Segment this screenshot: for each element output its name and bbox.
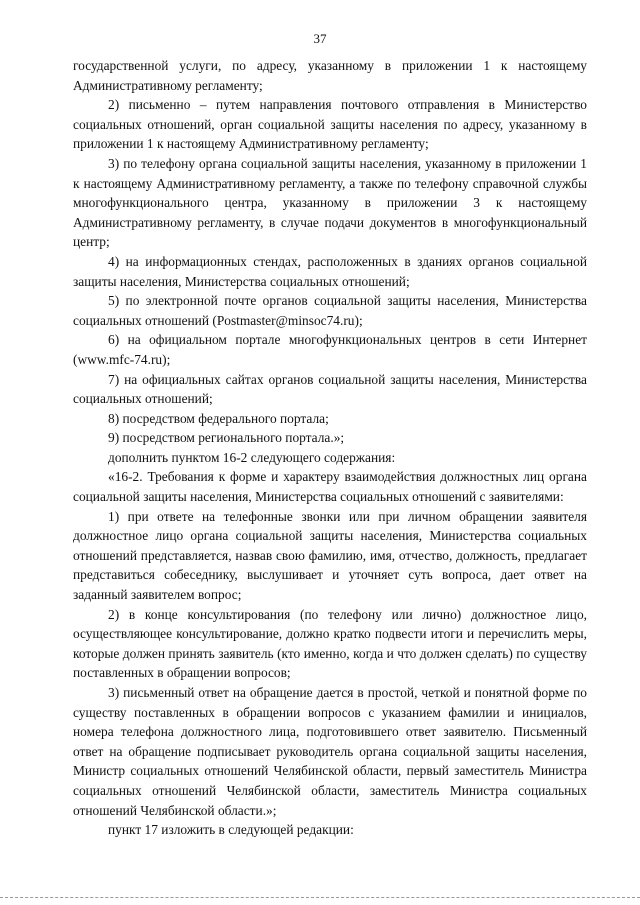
paragraph-item-6: 6) на официальном портале многофункциональных центров в сети Интернет (www.mfc-74.ru); xyxy=(73,332,587,367)
paragraph-item-7: 7) на официальных сайтах органов социальной защиты населения, Министерства социальных отношений; xyxy=(73,371,587,407)
paragraph-item-3: 3) по телефону органа социальной защиты населения, указанному в приложении 1 к настоящему Административному регламенту, а также по телефону справочной службы многофункционального центра, указанному в приложении 3 к настоящему Административному регламенту, в случае подачи документов в многофункциональный центр; xyxy=(73,155,587,250)
paragraph-amendment-17: пункт 17 изложить в следующей редакции: xyxy=(108,822,354,838)
paragraph-16-2-item-1: 1) при ответе на телефонные звонки или при личном обращении заявителя должностное лицо органа социальной защиты населения, Министерства социальных отношений представляется, назвав свою фамилию, имя, отчество, должность, предлагает представиться собеседнику, выслушивает и уточняет суть вопроса, дает ответ на заданный заявителем вопрос; xyxy=(73,508,587,603)
paragraph-item-9: 9) посредством регионального портала.»; xyxy=(108,430,345,446)
paragraph-item-2: 2) письменно – путем направления почтового отправления в Министерство социальных отношений, орган социальной защиты населения по адресу, указанному в приложении 1 к настоящему Административному регламенту; xyxy=(73,97,587,152)
paragraph-section-16-2-heading: «16-2. Требования к форме и характеру взаимодействия должностных лиц органа социальной защиты населения, Министерства социальных отношений с заявителями: xyxy=(73,469,587,505)
paragraph-item-4: 4) на информационных стендах, расположенных в зданиях органов социальной защиты населения, Министерства социальных отношений; xyxy=(73,253,587,289)
paragraph-item-8: 8) посредством федерального портала; xyxy=(108,410,329,426)
paragraph-16-2-item-3: 3) письменный ответ на обращение дается в простой, четкой и понятной форме по существу поставленных в обращении вопросов с указанием фамилии и инициалов, номера телефона должностного лица, подготовившего ответ заявителю. Письменный ответ на обращение подписывает руководитель органа социальной защиты населения, Министр социальных отношений Челябинской области, первый заместитель Министра социальных отношений Челябинской области, заместитель Министра социальных отношений Челябинской области.»; xyxy=(73,685,587,818)
paragraph-continuation: государственной услуги, по адресу, указанному в приложении 1 к настоящему Административному регламенту; xyxy=(73,58,587,93)
paragraph-item-5: 5) по электронной почте органов социальной защиты населения, Министерства социальных отношений (Postmaster@minsoc74.ru); xyxy=(73,293,587,328)
page-bottom-rule xyxy=(0,897,640,898)
document-body xyxy=(73,56,587,840)
paragraph-16-2-item-2: 2) в конце консультирования (по телефону или лично) должностное лицо, осуществляющее консультирование, должно кратко подвести итоги и перечислить меры, которые должен принять заявитель (кто именно, когда и что должен сделать) по существу поставленных в обращении вопросов; xyxy=(73,606,587,681)
paragraph-amendment-intro: дополнить пунктом 16-2 следующего содержания: xyxy=(108,449,396,465)
page-number: 37 xyxy=(313,31,327,46)
